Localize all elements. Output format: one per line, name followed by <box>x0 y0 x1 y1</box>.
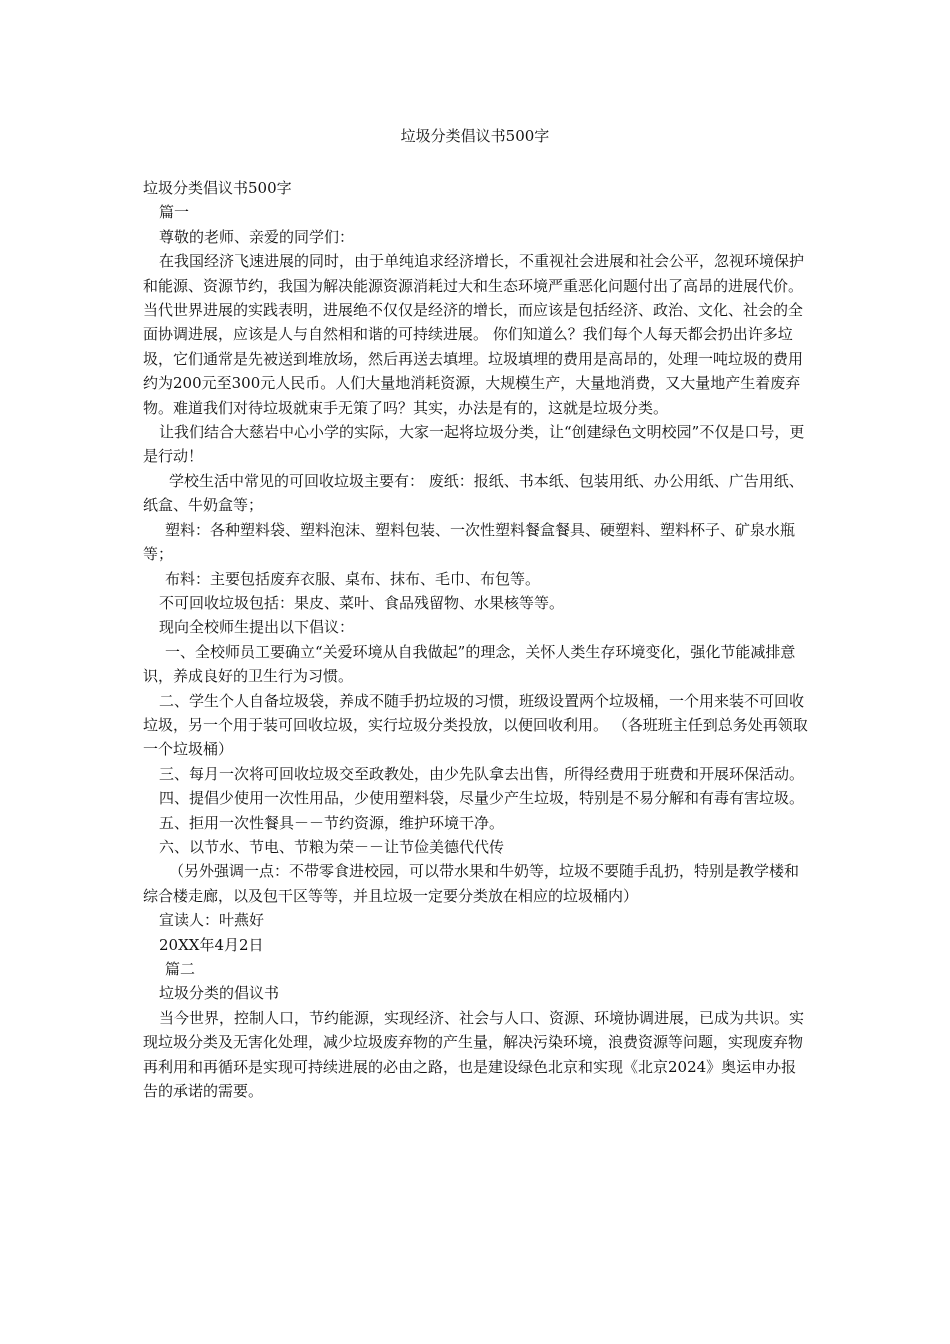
paragraph-1: 在我国经济飞速进展的同时，由于单纯追求经济增长，不重视社会进展和社会公平，忽视环境保护和能源、资源节约，我国为解决能源资源消耗过大和生态环境严重恶化问题付出了高昂的进展代价。当代世界进展的实践表明，进展绝不仅仅是经济的增长，而应该是包括经济、政治、文化、社会的全面协调进展，应该是人与自然相和谐的可持续进展。 你们知道么？我们每个人每天都会扔出许多垃圾，它们通常是先被送到堆放场，然后再送去填埋。垃圾填埋的费用是高昂的，处理一吨垃圾的费用约为200元至300元人民币。人们大量地消耗资源，大规模生产，大量地消费，又大量地产生着废弃物。难道我们对待垃圾就束手无策了吗？其实，办法是有的，这就是垃圾分类。 <box>143 252 805 417</box>
proposal-item-2: 二、学生个人自备垃圾袋，养成不随手扔垃圾的习惯，班级设置两个垃圾桶，一个用来装不可回收垃圾，另一个用于装可回收垃圾，实行垃圾分类投放，以便回收利用。 （各班班主任到总务处再领取一个垃圾桶） <box>143 691 808 759</box>
paragraph-5: 布料：主要包括废弃衣服、桌布、抹布、毛巾、布包等。 <box>165 569 541 588</box>
proposal-item-3: 三、每月一次将可回收垃圾交至政教处，由少先队拿去出售，所得经费用于班费和开展环保活动。 <box>159 764 805 783</box>
paragraph-8: 当今世界，控制人口，节约能源，实现经济、社会与人口、资源、环境协调进展，已成为共识。实现垃圾分类及无害化处理，减少垃圾废弃物的产生量，解决污染环境，浪费资源等问题，实现废弃物再利用和再循环是实现可持续进展的必由之路，也是建设绿色北京和实现《北京2024》奥运申办报告的承诺的需要。 <box>143 1008 805 1101</box>
paragraph-6: 不可回收垃圾包括：果皮、菜叶、食品残留物、水果核等等。 <box>159 593 565 612</box>
section-label-1: 篇一 <box>159 203 190 222</box>
paragraph-3: 学校生活中常见的可回收垃圾主要有： 废纸：报纸、书本纸、包装用纸、办公用纸、广告用纸、纸盒、牛奶盒等； <box>143 471 804 515</box>
paragraph-2: 让我们结合大慈岩中心小学的实际，大家一起将垃圾分类，让“创建绿色文明校园”不仅是口号，更是行动！ <box>143 423 805 466</box>
proposal-item-5: 五、拒用一次性餐具－－节约资源，维护环境干净。 <box>159 813 505 832</box>
subtitle-2: 垃圾分类的倡议书 <box>159 984 280 1003</box>
heading: 垃圾分类倡议书500字 <box>143 179 292 197</box>
proposal-item-1: 一、全校师员工要确立“关爱环境从自我做起”的理念，关怀人类生存环境变化，强化节能减排意识，养成良好的卫生行为习惯。 <box>143 642 796 686</box>
salutation: 尊敬的老师、亲爱的同学们： <box>159 227 355 246</box>
paragraph-7: 现向全校师生提出以下倡议： <box>159 618 355 637</box>
proposal-item-6: 六、以节水、节电、节粮为荣－－让节俭美德代代传 <box>159 837 505 856</box>
paragraph-4: 塑料：各种塑料袋、塑料泡沫、塑料包装、一次性塑料餐盒餐具、硬塑料、塑料杯子、矿泉水瓶等； <box>143 520 796 564</box>
date-line: 20XX年4月2日 <box>159 935 264 954</box>
page-title: 垃圾分类倡议书500字 <box>400 127 550 145</box>
document-body <box>143 176 810 1103</box>
section-label-2: 篇二 <box>165 960 196 978</box>
proposal-item-4: 四、提倡少使用一次性用品，少使用塑料袋，尽量少产生垃圾，特别是不易分解和有毒有害垃圾。 <box>159 789 805 808</box>
note-paragraph: （另外强调一点：不带零食进校园，可以带水果和牛奶等，垃圾不要随手乱扔，特别是教学楼和综合楼走廊，以及包干区等等，并且垃圾一定要分类放在相应的垃圾桶内） <box>143 862 800 905</box>
reader-line: 宣读人：叶燕好 <box>159 911 265 930</box>
